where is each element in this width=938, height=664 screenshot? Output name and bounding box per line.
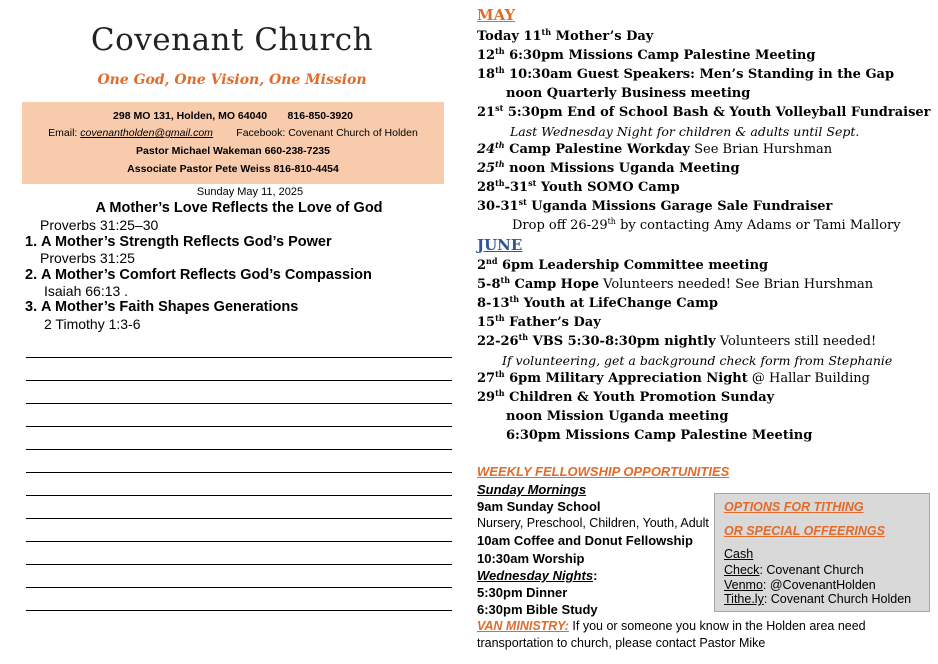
pastor-line: Pastor Michael Wakeman 660-238-7235 [136, 145, 330, 157]
bible-study: 6:30pm Bible Study [477, 602, 598, 617]
may-event: 24th Camp Palestine Workday See Brian Hurshman [477, 140, 833, 157]
wednesday-dinner: 5:30pm Dinner [477, 585, 568, 600]
van-ministry [477, 619, 866, 633]
tithing-options-box [714, 493, 930, 612]
tithe-tithely: Tithe.ly: Covenant Church Holden [724, 592, 912, 606]
address: 298 MO 131, Holden, MO 64040 [113, 110, 268, 122]
email-line [22, 127, 444, 139]
address-line [22, 110, 444, 122]
month-heading-may: MAY [477, 6, 516, 24]
notes-line [26, 380, 452, 381]
tithe-venmo: Venmo: @CovenantHolden [724, 578, 876, 592]
sermon-point [25, 299, 298, 315]
weekly-heading: WEEKLY FELLOWSHIP OPPORTUNITIES [477, 464, 730, 479]
sermon-date: Sunday May 11, 2025 [196, 186, 304, 198]
coffee-fellowship: 10am Coffee and Donut Fellowship [477, 533, 693, 548]
may-event-detail: noon Quarterly Business meeting [506, 86, 751, 101]
may-event: 28th-31st Youth SOMO Camp [477, 178, 680, 195]
notes-line [26, 587, 452, 588]
sunday-school: 9am Sunday School [477, 499, 601, 514]
month-heading-june: JUNE [477, 236, 523, 254]
point-number: 2. [25, 267, 38, 283]
notes-line [26, 541, 452, 542]
point-text: A Mother’s Comfort Reflects God’s Compassion [41, 267, 372, 283]
point-number: 1. [25, 234, 38, 250]
sunday-heading: Sunday Mornings [477, 482, 587, 497]
sermon-point [25, 267, 372, 283]
notes-line [26, 610, 452, 611]
notes-line [26, 357, 452, 358]
may-event: 18th 10:30am Guest Speakers: Men’s Standing in the Gap [477, 65, 895, 82]
june-event: 29th Children & Youth Promotion Sunday [477, 388, 775, 405]
june-event-detail: 6:30pm Missions Camp Palestine Meeting [506, 428, 813, 443]
june-event-note: If volunteering, get a background check form from Stephanie [502, 353, 893, 368]
notes-line [26, 426, 452, 427]
notes-line [26, 495, 452, 496]
may-event: 12th 6:30pm Missions Camp Palestine Meeting [477, 46, 816, 63]
van-ministry-text-2: transportation to church, please contact Pastor Mike [477, 636, 766, 650]
notes-line [26, 403, 452, 404]
wednesday-heading-line: Wednesday Nights: [477, 568, 598, 583]
may-event-note: Last Wednesday Night for children & adults until Sept. [510, 124, 860, 139]
june-event: 2nd 6pm Leadership Committee meeting [477, 256, 769, 273]
may-event-note: Drop off 26-29th by contacting Amy Adams or Tami Mallory [512, 217, 901, 233]
offerings-heading: OR SPECIAL OFFEERINGS [724, 524, 885, 538]
tithe-cash: Cash [724, 547, 754, 561]
may-event: 30-31st Uganda Missions Garage Sale Fundraiser [477, 197, 833, 214]
june-event: 27th 6pm Military Appreciation Night @ Hallar Building [477, 369, 870, 386]
may-event: 21st 5:30pm End of School Bash & Youth Volleyball Fundraiser [477, 103, 931, 120]
email-link[interactable]: covenantholden@gmail.com [80, 127, 213, 139]
church-motto: One God, One Vision, One Mission [97, 72, 367, 88]
point-verse: 2 Timothy 1:3-6 [44, 316, 141, 332]
associate-pastor-line: Associate Pastor Pete Weiss 816-810-4454 [127, 163, 339, 175]
notes-line [26, 472, 452, 473]
sermon-point [25, 234, 332, 250]
sunday-school-classes: Nursery, Preschool, Children, Youth, Adult [477, 516, 709, 530]
phone: 816-850-3920 [287, 110, 353, 122]
point-text: A Mother’s Faith Shapes Generations [41, 299, 299, 315]
wednesday-heading: Wednesday Nights [477, 568, 594, 583]
notes-line [26, 449, 452, 450]
point-verse: Proverbs 31:25 [40, 250, 135, 266]
notes-line [26, 564, 452, 565]
june-event: 5-8th Camp Hope Volunteers needed! See Brian Hurshman [477, 275, 874, 292]
sermon-main-verse: Proverbs 31:25–30 [40, 217, 159, 233]
june-event: 8-13th Youth at LifeChange Camp [477, 294, 718, 311]
tithe-check: Check: Covenant Church [724, 563, 864, 577]
contact-info-box [22, 102, 444, 184]
van-ministry-text: If you or someone you know in the Holden area need [568, 619, 866, 633]
van-ministry-label: VAN MINISTRY: [477, 619, 569, 633]
june-event: 15th Father’s Day [477, 313, 601, 330]
worship-time: 10:30am Worship [477, 551, 585, 566]
point-text: A Mother’s Strength Reflects God’s Power [41, 234, 332, 250]
sermon-title: A Mother’s Love Reflects the Love of God [95, 200, 383, 216]
email-label: Email: [48, 127, 78, 139]
facebook-text: Facebook: Covenant Church of Holden [236, 127, 418, 139]
point-number: 3. [25, 299, 38, 315]
may-event: 25th noon Missions Uganda Meeting [477, 159, 740, 176]
june-event-detail: noon Mission Uganda meeting [506, 409, 729, 424]
june-event: 22-26th VBS 5:30-8:30pm nightly Volunteers still needed! [477, 332, 877, 349]
point-verse: Isaiah 66:13 . [44, 283, 129, 299]
notes-line [26, 518, 452, 519]
tithing-heading: OPTIONS FOR TITHING [724, 500, 864, 514]
church-name: Covenant Church [90, 22, 374, 58]
may-event: Today 11th Mother’s Day [477, 27, 654, 44]
